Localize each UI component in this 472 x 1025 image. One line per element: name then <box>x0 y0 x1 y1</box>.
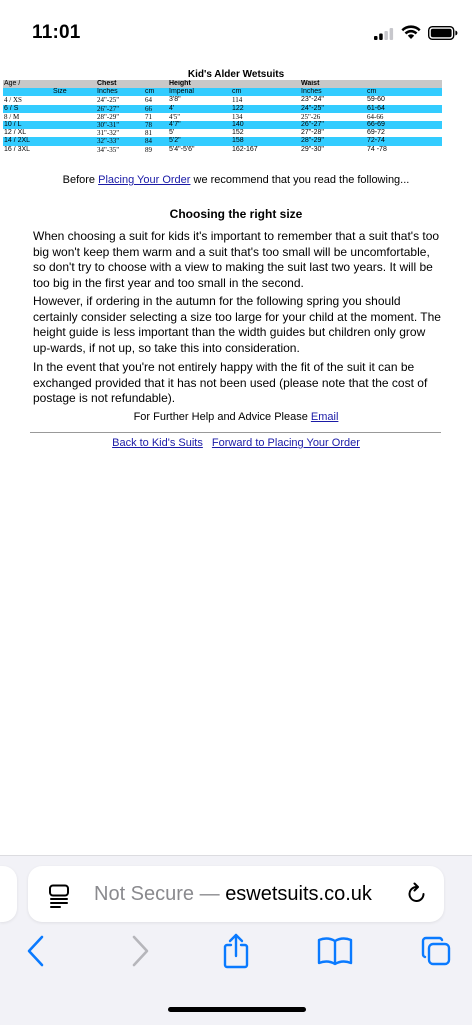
table-row <box>3 137 442 145</box>
header-cell: Size <box>3 88 88 96</box>
intro-text-end: we recommend that you read the following... <box>190 174 410 186</box>
height-cm-cell: 162-167 <box>231 146 300 154</box>
size-cell: 4 / XS <box>3 96 88 104</box>
chest-inches-cell: 26"-27" <box>88 105 144 113</box>
waist-inches-cell: 24"-25" <box>300 105 358 113</box>
browser-toolbar <box>0 855 472 1025</box>
header-cell: Age / <box>3 80 88 88</box>
previous-tab-peek[interactable] <box>0 866 17 922</box>
chest-inches-cell: 31"-32" <box>88 129 144 137</box>
help-text: For Further Help and Advice Please <box>133 411 311 423</box>
waist-inches-cell: 26"-27" <box>300 121 358 129</box>
size-cell: 6 / S <box>3 105 88 113</box>
tabs-icon[interactable] <box>420 935 452 967</box>
height-cm-cell: 140 <box>231 121 300 129</box>
table-row <box>3 146 442 154</box>
waist-cm-cell: 61-64 <box>358 105 442 113</box>
chest-inches-cell: 28"-29" <box>88 113 144 121</box>
waist-inches-cell: 28"-29" <box>300 137 358 145</box>
chest-inches-cell: 30"-31" <box>88 121 144 129</box>
header-cell <box>231 80 300 88</box>
chest-cm-cell: 64 <box>144 96 168 104</box>
table-row <box>3 121 442 129</box>
table-row <box>3 113 442 121</box>
back-icon[interactable] <box>24 934 50 968</box>
chest-cm-cell: 81 <box>144 129 168 137</box>
url-separator: — <box>194 883 226 905</box>
url-domain: eswetsuits.co.uk <box>225 883 372 905</box>
cellular-signal-icon <box>374 28 394 40</box>
waist-inches-cell: 25"-26 <box>300 113 358 121</box>
share-icon[interactable] <box>221 932 251 970</box>
height-cm-cell: 114 <box>231 96 300 104</box>
paragraph: When choosing a suit for kids it's important to remember that a suit that's too big won't keep them warm and a suit that's too small will be uncomfortable, so don't try to choose with a view to making the suit last two years. It will be too big in the first year and too small in the second. <box>33 229 440 290</box>
height-imperial-cell: 4'5" <box>168 113 231 121</box>
intro-text: Before <box>62 174 99 186</box>
height-imperial-cell: 5' <box>168 129 231 137</box>
size-cell: 12 / XL <box>3 129 88 137</box>
waist-cm-cell: 64-66 <box>358 113 442 121</box>
table-header-row <box>3 80 442 88</box>
email-link[interactable]: Email <box>310 411 339 423</box>
paragraph: In the event that you're not entirely happy with the fit of the suit it can be exchanged provided that it has not been used (please note that the cost of postage is not refundable). <box>33 360 428 405</box>
status-bar <box>0 0 472 60</box>
header-cell <box>144 80 168 88</box>
size-cell: 8 / M <box>3 113 88 121</box>
height-imperial-cell: 5'4"-5'6" <box>168 146 231 154</box>
header-cell: Imperial <box>168 88 231 96</box>
height-imperial-cell: 5'2" <box>168 137 231 145</box>
address-bar[interactable] <box>28 866 444 922</box>
wifi-icon <box>400 24 422 40</box>
divider <box>30 432 441 433</box>
bookmarks-icon[interactable] <box>316 936 354 966</box>
waist-cm-cell: 72-74 <box>358 137 442 145</box>
waist-cm-cell: 66-69 <box>358 121 442 129</box>
chest-cm-cell: 84 <box>144 137 168 145</box>
header-cell: cm <box>231 88 300 96</box>
waist-inches-cell: 23"-24" <box>300 96 358 104</box>
page-nav-links <box>0 437 472 449</box>
header-cell: cm <box>358 88 442 96</box>
chest-cm-cell: 89 <box>144 146 168 154</box>
size-chart-table <box>3 80 442 154</box>
height-cm-cell: 134 <box>231 113 300 121</box>
height-imperial-cell: 4'7" <box>168 121 231 129</box>
table-row <box>3 96 442 104</box>
table-header-row <box>3 88 442 96</box>
height-imperial-cell: 3'8" <box>168 96 231 104</box>
reader-mode-icon[interactable] <box>48 884 70 908</box>
help-line <box>0 411 472 423</box>
waist-cm-cell: 74 -78 <box>358 146 442 154</box>
header-cell: Waist <box>300 80 358 88</box>
placing-order-link[interactable]: Placing Your Order <box>98 174 191 186</box>
chest-cm-cell: 71 <box>144 113 168 121</box>
chest-cm-cell: 78 <box>144 121 168 129</box>
waist-inches-cell: 27"-28" <box>300 129 358 137</box>
waist-inches-cell: 29"-30" <box>300 146 358 154</box>
chest-cm-cell: 66 <box>144 105 168 113</box>
status-time: 11:01 <box>32 22 81 43</box>
header-cell: Inches <box>300 88 358 96</box>
not-secure-label: Not Secure <box>94 883 195 905</box>
back-to-kids-suits-link[interactable]: Back to Kid's Suits <box>112 437 203 449</box>
header-cell: Chest <box>88 80 144 88</box>
height-cm-cell: 152 <box>231 129 300 137</box>
chest-inches-cell: 32"-33" <box>88 137 144 145</box>
section-heading: Choosing the right size <box>169 207 303 221</box>
chest-inches-cell: 34"-35" <box>88 146 144 154</box>
url-text[interactable] <box>94 883 372 906</box>
intro-line <box>0 174 472 186</box>
waist-cm-cell: 59-60 <box>358 96 442 104</box>
height-imperial-cell: 4' <box>168 105 231 113</box>
reload-icon[interactable] <box>406 882 428 906</box>
paragraph: However, if ordering in the autumn for the following spring you should certainly consider selecting a size too large for your child at the moment. The height guide is less important than the width guides but children only grow up-wards, if not up, so take this into consideration. <box>33 294 441 355</box>
header-cell: Inches <box>88 88 144 96</box>
header-cell: Height <box>168 80 231 88</box>
forward-to-order-link[interactable]: Forward to Placing Your Order <box>211 437 360 449</box>
size-cell: 16 / 3XL <box>3 146 88 154</box>
table-row <box>3 129 442 137</box>
chest-inches-cell: 24"-25" <box>88 96 144 104</box>
size-cell: 10 / L <box>3 121 88 129</box>
header-cell <box>358 80 442 88</box>
header-cell: cm <box>144 88 168 96</box>
forward-icon[interactable] <box>126 934 152 968</box>
height-cm-cell: 122 <box>231 105 300 113</box>
size-cell: 14 / 2XL <box>3 137 88 145</box>
battery-icon <box>428 26 458 40</box>
home-indicator <box>168 1007 306 1012</box>
table-title: Kid's Alder Wetsuits <box>187 69 285 80</box>
waist-cm-cell: 69-72 <box>358 129 442 137</box>
table-row <box>3 105 442 113</box>
height-cm-cell: 158 <box>231 137 300 145</box>
